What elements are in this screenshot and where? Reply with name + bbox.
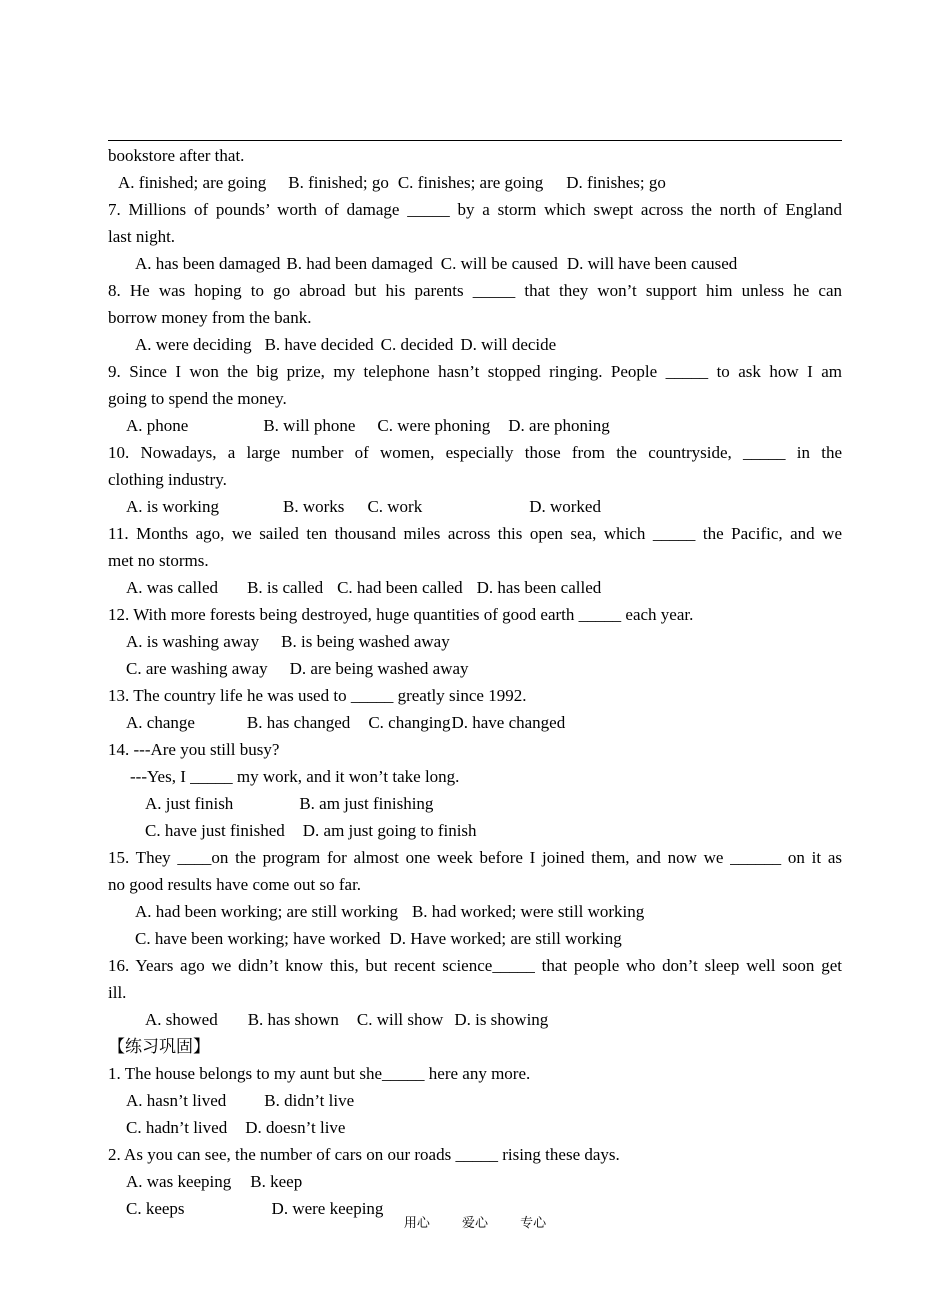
- p1-option-b: B. didn’t live: [264, 1091, 355, 1110]
- q10-option-b: B. works: [283, 497, 345, 516]
- q8-options: [108, 331, 842, 358]
- q12-option-c: C. are washing away: [126, 659, 268, 678]
- q15-option-c: C. have been working; have worked: [135, 929, 381, 948]
- q14-options-row1: [108, 790, 842, 817]
- q9-stem: 9. Since I won the big prize, my telephone hasn’t stopped ringing. People _____ to ask how I am: [108, 362, 842, 381]
- q10-options: [108, 493, 842, 520]
- q9-stem-cont: going to spend the money.: [108, 389, 287, 408]
- p2-options-row1: [108, 1168, 842, 1195]
- p1-option-c: C. hadn’t lived: [126, 1118, 228, 1137]
- q14-option-d: D. am just going to finish: [302, 821, 477, 840]
- q12-stem: 12. With more forests being destroyed, huge quantities of good earth _____ each year.: [108, 605, 694, 624]
- q7-option-a: A. has been damaged: [135, 254, 281, 273]
- q15-stem-cont: no good results have come out so far.: [108, 875, 362, 894]
- q13-option-b: B. has changed: [246, 713, 351, 732]
- q10-option-a: A. is working: [126, 497, 220, 516]
- q6-option-d: D. finishes; go: [566, 173, 666, 192]
- q9-option-c: C. were phoning: [377, 416, 491, 435]
- q15-option-b: B. had worked; were still working: [411, 902, 645, 921]
- q7-stem-cont: last night.: [108, 227, 176, 246]
- q14-options-row2: [108, 817, 842, 844]
- section-heading: 【练习巩固】: [108, 1037, 210, 1056]
- p2-option-b: B. keep: [250, 1172, 303, 1191]
- p2-stem: 2. As you can see, the number of cars on our roads _____ rising these days.: [108, 1145, 620, 1164]
- q15-stem: 15. They ____on the program for almost one week before I joined them, and now we ______ on it as: [108, 848, 842, 867]
- q6-stem-tail: bookstore after that.: [108, 146, 245, 165]
- q6-options: [108, 169, 842, 196]
- p2-option-d: D. were keeping: [271, 1199, 384, 1218]
- p1-option-d: D. doesn’t live: [245, 1118, 346, 1137]
- q11-stem: 11. Months ago, we sailed ten thousand miles across this open sea, which _____ the Pacific, and we: [108, 524, 842, 543]
- q12-options-row1: [108, 628, 842, 655]
- q8-option-c: C. decided: [380, 335, 454, 354]
- q12-option-b: B. is being washed away: [281, 632, 450, 651]
- p1-option-a: A. hasn’t lived: [126, 1091, 227, 1110]
- q14-stem: 14. ---Are you still busy?: [108, 740, 280, 759]
- q13-options: [108, 709, 842, 736]
- q15-options-row2: [108, 925, 842, 952]
- q16-option-d: D. is showing: [454, 1010, 549, 1029]
- q8-stem: 8. He was hoping to go abroad but his parents _____ that they won’t support him unless he can: [108, 281, 842, 300]
- q14-option-c: C. have just finished: [145, 821, 285, 840]
- q12-options-row2: [108, 655, 842, 682]
- q9-option-d: D. are phoning: [508, 416, 610, 435]
- q15-option-d: D. Have worked; are still working: [389, 929, 622, 948]
- q14-option-a: A. just finish: [145, 794, 234, 813]
- q7-option-c: C. will be caused: [440, 254, 558, 273]
- q10-stem-cont: clothing industry.: [108, 470, 227, 489]
- page-footer: [0, 1212, 950, 1231]
- q13-option-d: D. have changed: [451, 713, 566, 732]
- q14-option-b: B. am just finishing: [299, 794, 434, 813]
- q14-stem-cont: ---Yes, I _____ my work, and it won’t take long.: [130, 767, 460, 786]
- q8-option-a: A. were deciding: [135, 335, 252, 354]
- q16-option-c: C. will show: [356, 1010, 444, 1029]
- footer-text-1: 用心: [403, 1216, 430, 1231]
- q11-stem-cont: met no storms.: [108, 551, 209, 570]
- p2-option-c: C. keeps: [126, 1199, 185, 1218]
- q12-option-d: D. are being washed away: [289, 659, 469, 678]
- footer-text-2: 爱心: [461, 1216, 488, 1231]
- q13-option-c: C. changing: [368, 713, 451, 732]
- p2-option-a: A. was keeping: [126, 1172, 232, 1191]
- q10-option-c: C. work: [367, 497, 423, 516]
- q10-stem: 10. Nowadays, a large number of women, especially those from the countryside, _____ in the: [108, 443, 842, 462]
- q7-option-b: B. had been damaged: [286, 254, 433, 273]
- q15-option-a: A. had been working; are still working: [135, 902, 398, 921]
- q12-option-a: A. is washing away: [126, 632, 260, 651]
- q16-option-b: B. has shown: [247, 1010, 339, 1029]
- q11-option-d: D. has been called: [476, 578, 602, 597]
- q13-option-a: A. change: [126, 713, 195, 732]
- q11-options: [108, 574, 842, 601]
- document-body: [108, 142, 842, 1222]
- p1-options-row1: [108, 1087, 842, 1114]
- q7-options: [108, 250, 842, 277]
- q6-option-a: A. finished; are going: [118, 173, 267, 192]
- q10-option-d: D. worked: [529, 497, 601, 516]
- q8-stem-cont: borrow money from the bank.: [108, 308, 312, 327]
- q9-option-b: B. will phone: [263, 416, 356, 435]
- q16-stem-cont: ill.: [108, 983, 127, 1002]
- q8-option-d: D. will decide: [460, 335, 557, 354]
- header-rule: [108, 140, 842, 141]
- q15-options-row1: [108, 898, 842, 925]
- q9-option-a: A. phone: [126, 416, 189, 435]
- p1-options-row2: [108, 1114, 842, 1141]
- q13-stem: 13. The country life he was used to _____ greatly since 1992.: [108, 686, 527, 705]
- q6-option-c: C. finishes; are going: [397, 173, 544, 192]
- p1-stem: 1. The house belongs to my aunt but she_____ here any more.: [108, 1064, 531, 1083]
- q16-option-a: A. showed: [145, 1010, 218, 1029]
- q11-option-c: C. had been called: [337, 578, 463, 597]
- q16-options: [108, 1006, 842, 1033]
- q6-option-b: B. finished; go: [288, 173, 389, 192]
- q11-option-b: B. is called: [247, 578, 324, 597]
- q9-options: [108, 412, 842, 439]
- q7-option-d: D. will have been caused: [566, 254, 738, 273]
- q16-stem: 16. Years ago we didn’t know this, but recent science_____ that people who don’t sleep well soon get: [108, 956, 842, 975]
- q11-option-a: A. was called: [126, 578, 219, 597]
- footer-text-3: 专心: [520, 1216, 547, 1231]
- q8-option-b: B. have decided: [264, 335, 374, 354]
- q7-stem: 7. Millions of pounds’ worth of damage _____ by a storm which swept across the north of England: [108, 200, 842, 219]
